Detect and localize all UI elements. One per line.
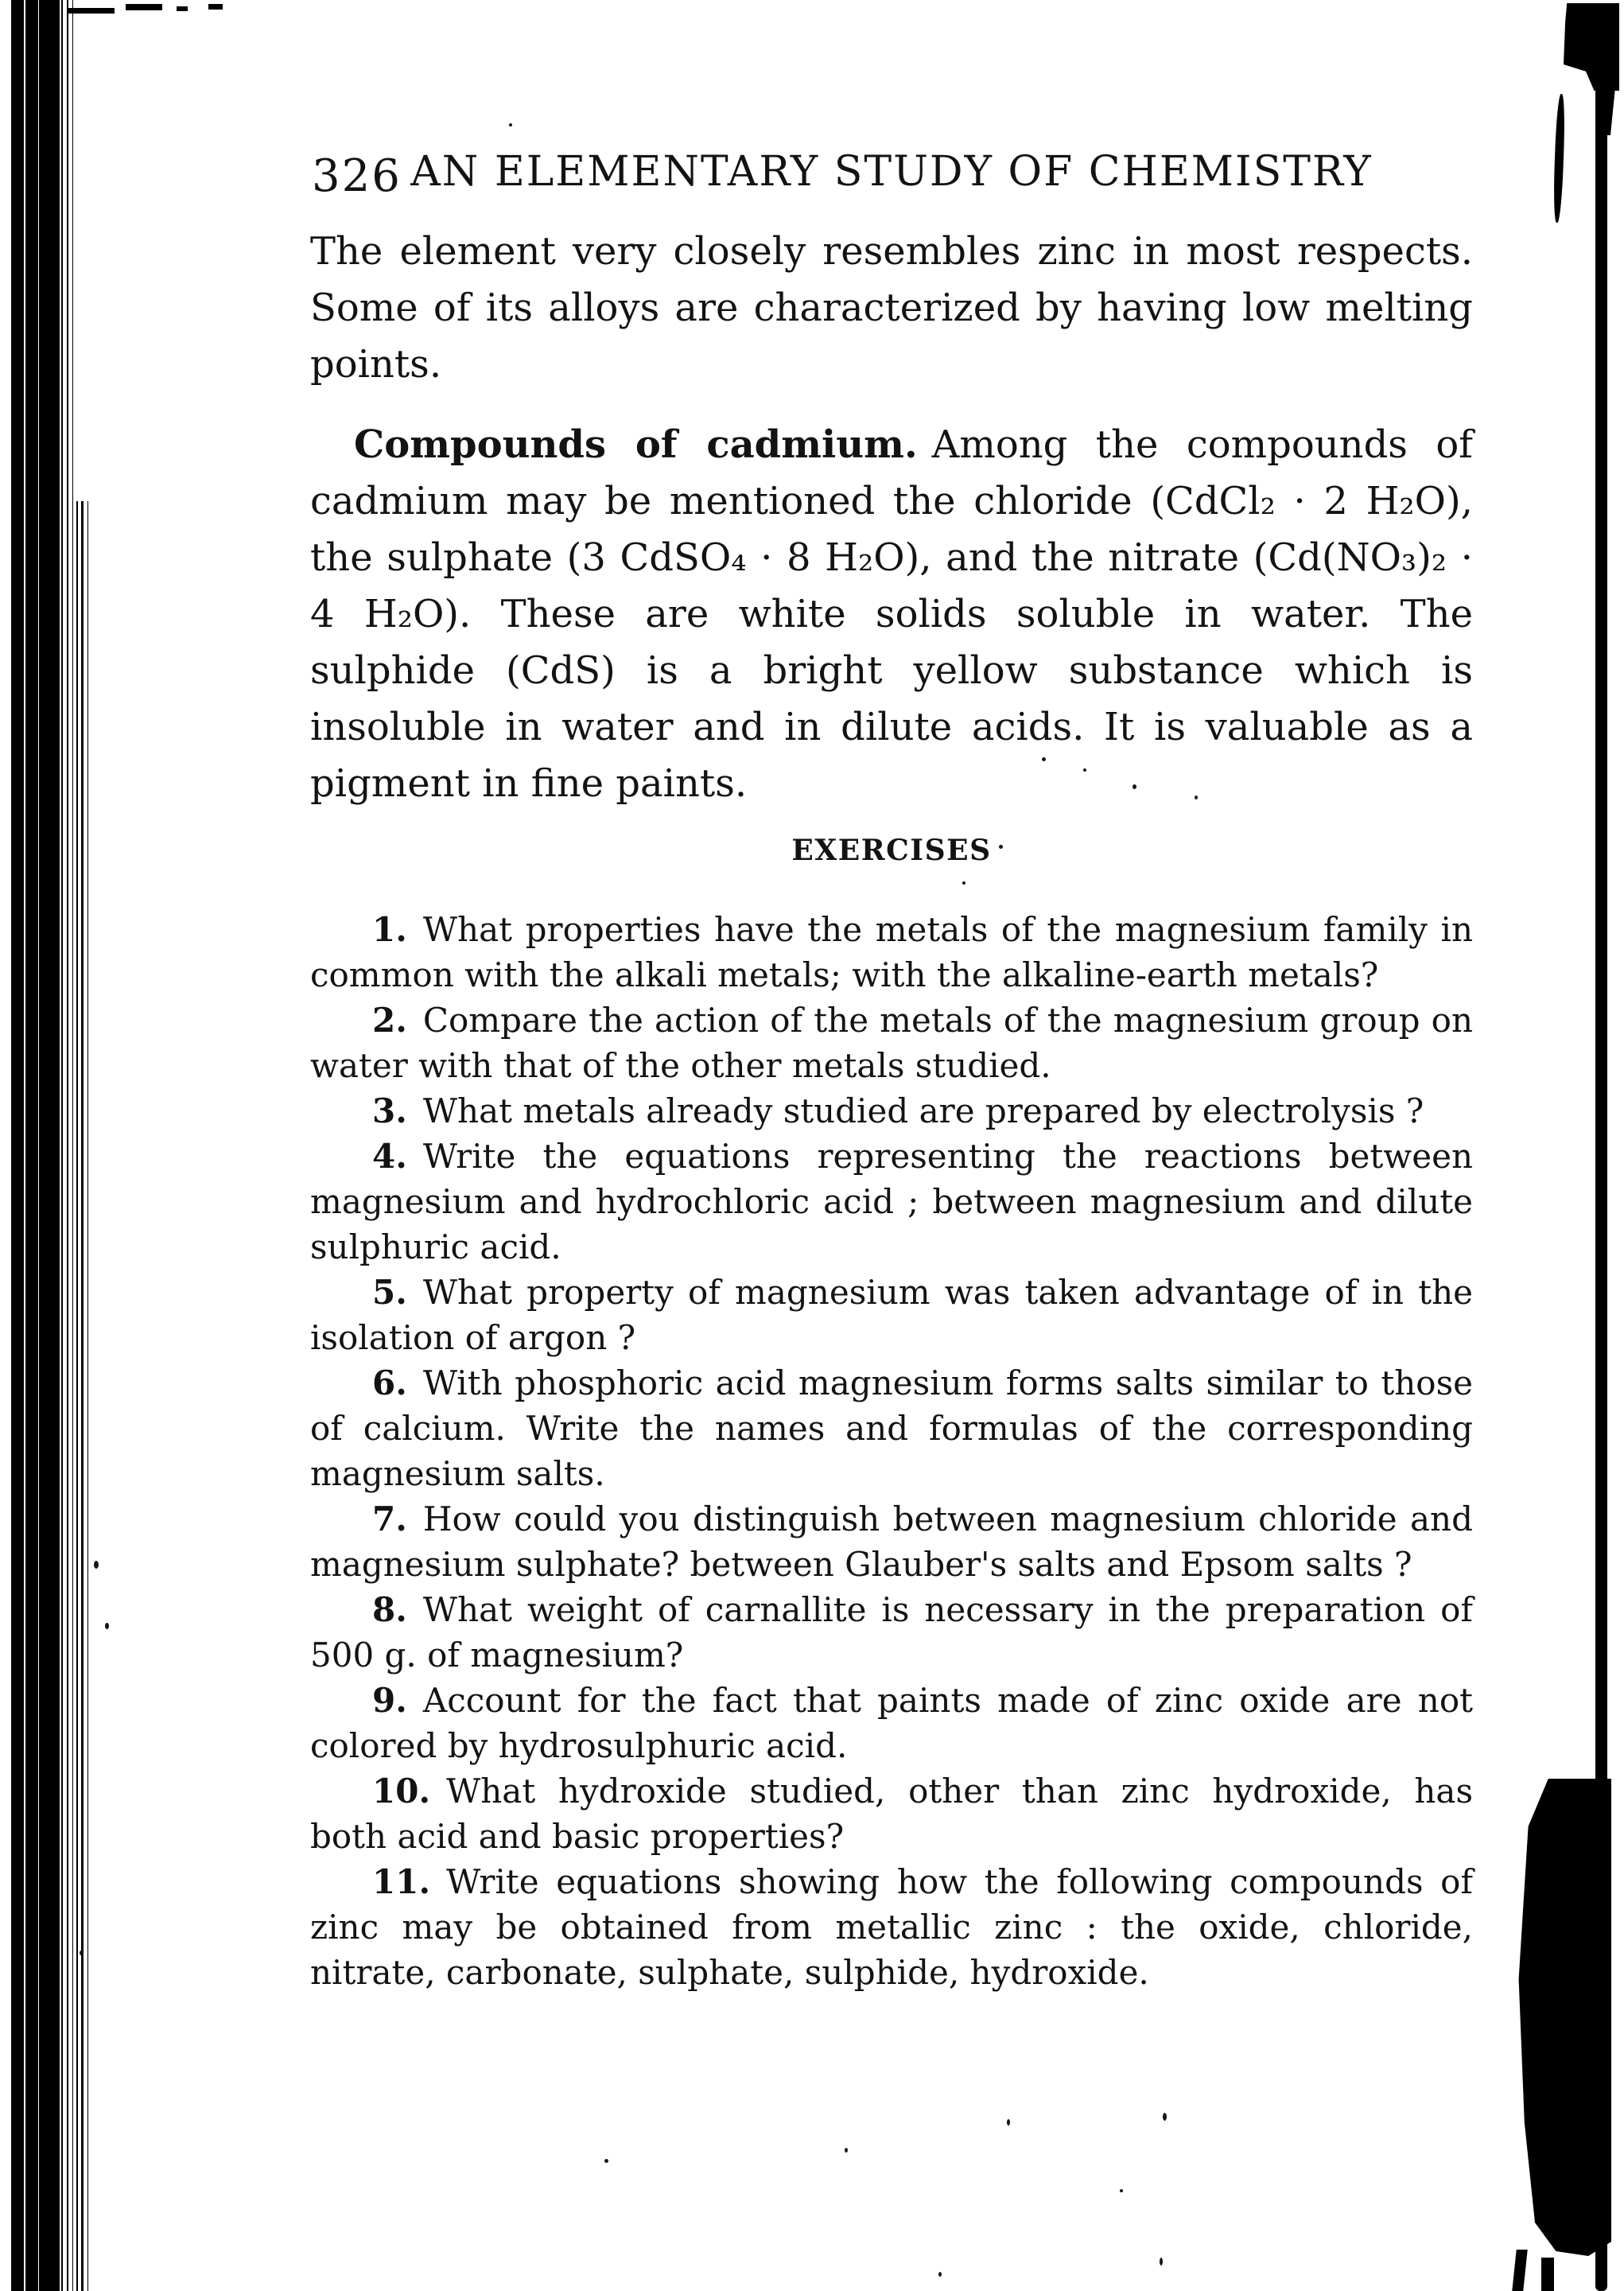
exercise-item-6	[310, 1360, 1473, 1496]
ink-speck	[509, 123, 512, 126]
exercise-text: Write equations showing how the following compounds of zinc may be obtained from metallic zinc : the oxide, chloride, nitrate, carbonate, sulphate, sulphide, hydroxide.	[310, 1862, 1473, 1992]
exercise-item-5	[310, 1270, 1473, 1360]
exercise-item-10	[310, 1768, 1473, 1859]
exercise-item-3	[310, 1088, 1473, 1134]
exercise-text: What weight of carnallite is necessary in the preparation of 500 g. of magnesium?	[310, 1590, 1473, 1674]
ink-speck	[845, 2148, 848, 2153]
page-number: 326	[312, 150, 402, 202]
exercise-number: 1.	[372, 910, 407, 949]
ink-speck	[1160, 2258, 1163, 2266]
exercise-number: 4.	[372, 1137, 407, 1176]
exercises-heading: EXERCISES	[791, 834, 992, 867]
exercise-item-1	[310, 907, 1473, 998]
exercise-text: Account for the fact that paints made of zinc oxide are not colored by hydrosulphuric acid.	[310, 1681, 1473, 1765]
scan-dash	[126, 4, 162, 10]
ink-speck	[1120, 2189, 1123, 2192]
exercise-text: What hydroxide studied, other than zinc hydroxide, has both acid and basic properties?	[310, 1772, 1473, 1856]
scan-dash	[208, 4, 223, 10]
ink-speck	[80, 1951, 83, 1955]
exercise-number: 3.	[372, 1091, 407, 1130]
exercise-item-2	[310, 998, 1473, 1088]
ink-speck	[604, 2159, 608, 2163]
exercise-text: How could you distinguish between magnesium chloride and magnesium sulphate? between Glauber's salts and Epsom salts ?	[310, 1499, 1473, 1584]
ink-speck	[1007, 2119, 1010, 2126]
exercise-text: Write the equations representing the reactions between magnesium and hydrochloric acid ; between magnesium and dilute sulphuric acid.	[310, 1137, 1473, 1266]
scan-blot-top-right	[1564, 3, 1619, 91]
exercise-item-8	[310, 1587, 1473, 1678]
running-title: AN ELEMENTARY STUDY OF CHEMISTRY	[410, 148, 1373, 196]
exercise-number: 11.	[372, 1862, 431, 1901]
exercise-item-11	[310, 1859, 1473, 1995]
exercise-number: 2.	[372, 1001, 407, 1040]
exercise-text: What property of magnesium was taken advantage of in the isolation of argon ?	[310, 1273, 1473, 1357]
exercise-number: 5.	[372, 1273, 407, 1312]
scan-sliver-right	[1552, 94, 1566, 223]
paragraph-intro: The element very closely resembles zinc in most respects. Some of its alloys are characterized by having low melting points.	[310, 229, 1473, 387]
exercises-list	[310, 907, 1473, 1995]
ink-speck	[1163, 2113, 1167, 2121]
paragraph-compounds-of-cadmium	[310, 417, 1473, 812]
exercise-text: What metals already studied are prepared by electrolysis ?	[422, 1091, 1424, 1130]
ink-speck	[94, 1561, 99, 1569]
ink-speck	[938, 2272, 942, 2277]
ink-speck	[105, 1623, 109, 1629]
paragraph-text-compounds-of-cadmium: Among the compounds of cadmium may be mentioned the chloride (CdCl₂ · 2 H₂O), the sulphate (3 CdSO₄ · 8 H₂O), and the nitrate (Cd(NO₃)₂ · 4 H₂O). These are white solids soluble in water. The sulphide (CdS) is a bright yellow substance which is insoluble in water and in dilute acids. It is valuable as a pigment in fine paints.	[310, 422, 1473, 806]
ink-speck	[962, 881, 965, 885]
exercise-item-9	[310, 1678, 1473, 1768]
scan-blot-bottom-right	[1516, 1779, 1611, 2256]
exercise-item-4	[310, 1134, 1473, 1270]
paragraph-lead-compounds-of-cadmium: Compounds of cadmium.	[354, 422, 918, 467]
exercise-text: What properties have the metals of the magnesium family in common with the alkali metals; with the alkaline-earth metals?	[310, 910, 1473, 994]
exercise-number: 7.	[372, 1499, 407, 1538]
running-head	[310, 148, 1473, 204]
scan-dash	[68, 8, 115, 14]
exercise-text: With phosphoric acid magnesium forms salts similar to those of calcium. Write the names and formulas of the corresponding magnesium salts.	[310, 1363, 1473, 1493]
scan-strand	[1541, 2258, 1554, 2291]
scan-strand	[1512, 2250, 1527, 2291]
exercise-number: 6.	[372, 1363, 407, 1402]
binding-shadow-bar	[11, 0, 57, 2291]
exercise-number: 9.	[372, 1681, 407, 1720]
scan-dash	[177, 6, 188, 11]
exercise-number: 10.	[372, 1772, 431, 1811]
exercise-number: 8.	[372, 1590, 407, 1629]
binding-shadow-ragged-lower	[76, 501, 92, 2291]
exercise-text: Compare the action of the metals of the magnesium group on water with that of the other metals studied.	[310, 1001, 1473, 1085]
exercise-item-7	[310, 1496, 1473, 1587]
